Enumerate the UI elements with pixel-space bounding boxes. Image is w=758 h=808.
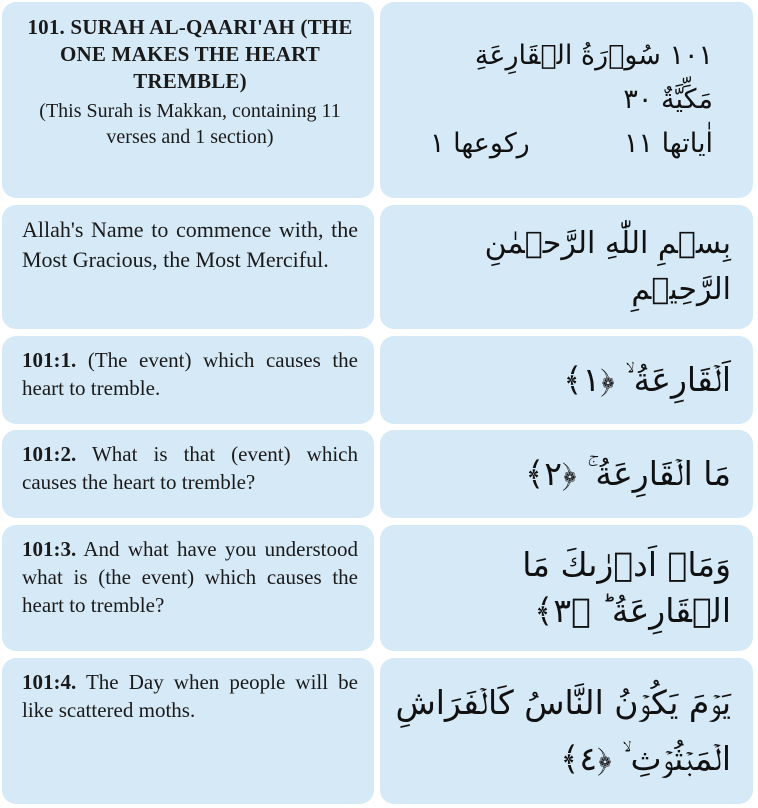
verse-ref: 101:2.: [22, 442, 77, 466]
surah-subtitle: (This Surah is Makkan, containing 11 verses and 1 section): [39, 100, 341, 148]
verse-english: [22, 535, 358, 619]
verse-english-cell: [2, 336, 374, 424]
verse-arabic: اَلۡقَارِعَةُ ۙ‏ ﴿١﴾: [563, 360, 731, 399]
verse-arabic: مَا الۡقَارِعَةُ ۚ‏ ﴿٢﴾: [524, 454, 731, 493]
basmala-english-cell: [2, 205, 374, 329]
verse-english: [22, 346, 358, 402]
verse-english: [22, 440, 358, 496]
verse-english-cell: [2, 525, 374, 651]
surah-header-english: [2, 2, 374, 198]
verse-arabic-cell: [380, 336, 753, 424]
surah-title-arabic: ١٠١ سُوۡرَةُ الۡقَارِعَةِ مَكِّيَّةٌ ٣٠: [474, 40, 713, 115]
verse-arabic: وَمَاۤ اَدۡرٰٮكَ مَا الۡقَارِعَةُ ؕ‏ ﴿٣﴾: [522, 545, 731, 630]
verse-text: The Day when people will be like scattered moths.: [22, 670, 358, 722]
verse-text: And what have you understood what is (the event) which causes the heart to tremble?: [22, 537, 359, 617]
verse-text: What is that (event) which causes the heart to tremble?: [22, 442, 358, 494]
verse-ref: 101:4.: [22, 670, 77, 694]
basmala-arabic: بِسۡمِ اللّٰهِ الرَّحۡمٰنِ الرَّحِيۡمِ: [484, 226, 731, 307]
surah-title: 101. SURAH AL-QAARI'AH (THE ONE MAKES THE HEART TREMBLE): [27, 15, 353, 93]
verse-ref: 101:3.: [22, 537, 77, 561]
verse-ref: 101:1.: [22, 348, 77, 372]
surah-header-arabic: [380, 2, 753, 198]
surah-info-arabic: [430, 122, 713, 166]
verse-count-arabic: اٰياتها ١١: [623, 128, 713, 159]
verse-arabic-cell: [380, 430, 753, 518]
verse-text: (The event) which causes the heart to tremble.: [22, 348, 358, 400]
verse-english: [22, 668, 358, 724]
section-count-arabic: رکوعها ١: [430, 128, 530, 159]
verse-english-cell: [2, 430, 374, 518]
basmala-arabic-cell: [380, 205, 753, 329]
verse-arabic-cell: [380, 658, 753, 804]
verse-arabic: يَوۡمَ يَكُوۡنُ النَّاسُ كَالۡفَرَاشِ الۡمَبۡثُوۡثِ ۙ‏ ﴿٤﴾: [395, 683, 731, 778]
basmala-english: Allah's Name to commence with, the Most Gracious, the Most Merciful.: [22, 217, 358, 272]
verse-english-cell: [2, 658, 374, 804]
verse-arabic-cell: [380, 525, 753, 651]
